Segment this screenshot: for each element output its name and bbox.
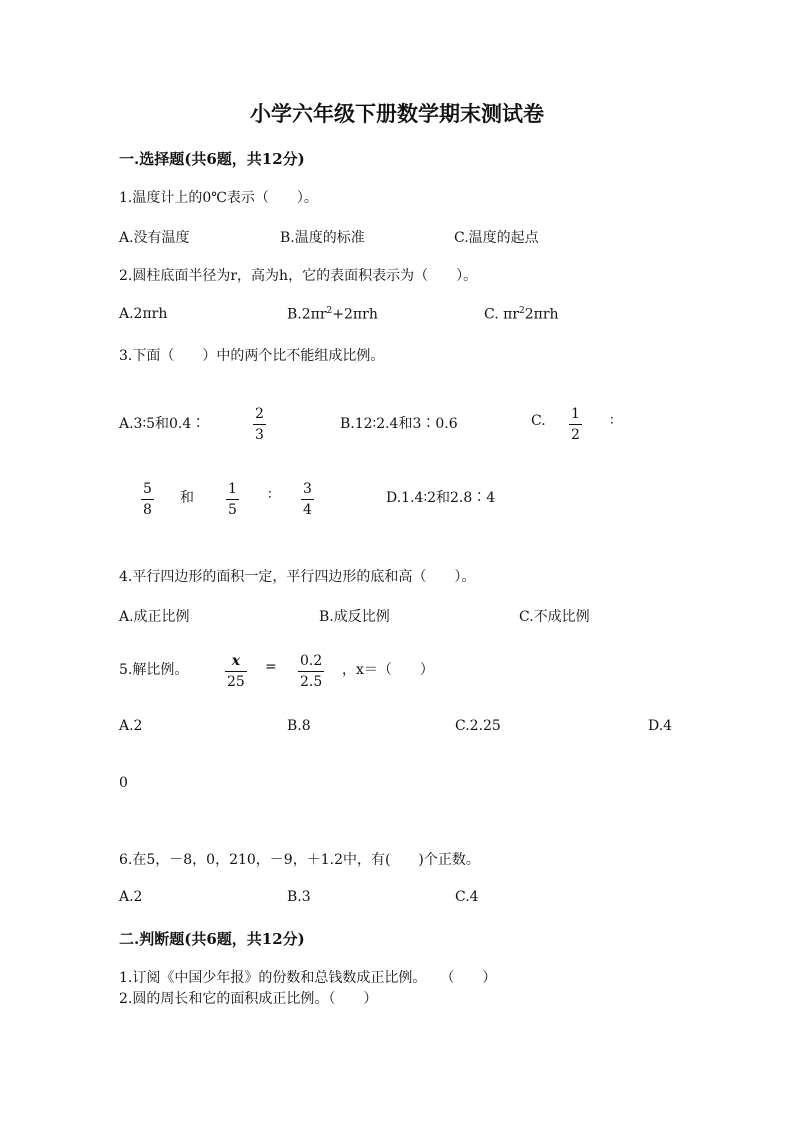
question-1-option-b: B.温度的标准 (280, 230, 365, 246)
fraction: 2 3 (255, 406, 264, 443)
question-6-option-c: C.4 (455, 889, 479, 905)
question-5-option-a: A.2 (119, 718, 143, 734)
fraction: 5 8 (143, 481, 152, 518)
section-heading-judgement: 二.判断题(共6题，共12分) (119, 930, 305, 948)
question-2-option-b: $B.2\pi r^2+2\pi rh$ (287, 306, 378, 323)
fraction: 0.2 2.5 (300, 653, 323, 690)
question-3-option-b: B.12∶2.4和3∶0.6 (340, 416, 458, 432)
ratio-colon: ∶ (610, 413, 614, 429)
judgement-2: 2.圆的周长和它的面积成正比例。（ ） (119, 991, 378, 1007)
question-2-stem: 2.圆柱底面半径为r，高为h，它的表面积表示为（ ）。 (119, 268, 478, 284)
equals-sign: = (265, 659, 277, 675)
question-5-option-d: D.4 (648, 718, 673, 734)
question-6-option-b: B.3 (287, 889, 311, 905)
page-title: 小学六年级下册数学期末测试卷 (250, 101, 544, 126)
question-5-option-b: B.8 (287, 718, 311, 734)
question-3-option-d: D.1.4∶2和2.8∶4 (386, 490, 496, 506)
question-4-option-b: B.成反比例 (319, 609, 390, 625)
question-5-answer-blank: ，x＝（ ） (342, 662, 434, 678)
question-4-option-c: C.不成比例 (519, 609, 590, 625)
question-3-option-a-text: A.3∶5和0.4∶ (119, 416, 206, 432)
question-1-option-a: A.没有温度 (119, 230, 190, 246)
question-2-option-a: A.2πrh (119, 306, 168, 322)
question-4-option-a: A.成正比例 (119, 609, 190, 625)
section-heading-choice: 一.选择题(共6题，共12分) (119, 150, 305, 168)
question-2-option-c: C. $\pi r^22\pi rh$ (484, 306, 559, 323)
question-1-stem: 1.温度计上的0℃表示（ ）。 (119, 190, 318, 206)
question-1-option-c: C.温度的起点 (454, 230, 539, 246)
question-5-option-d-wrap: 0 (119, 775, 128, 791)
judgement-1: 1.订阅《中国少年报》的份数和总钱数成正比例。 （ ） (119, 970, 497, 986)
word-he: 和 (180, 490, 194, 506)
question-3-option-c-label: C. (531, 413, 546, 429)
fraction: x 25 (227, 653, 245, 690)
fraction: 1 5 (228, 481, 237, 518)
ratio-colon: ∶ (268, 487, 272, 503)
question-6-option-a: A.2 (119, 889, 143, 905)
question-4-stem: 4.平行四边形的面积一定，平行四边形的底和高（ ）。 (119, 569, 476, 585)
question-6-stem: 6.在5，－8，0，210，－9，＋1.2中，有( )个正数。 (119, 852, 480, 868)
fraction: 1 2 (571, 406, 580, 443)
question-3-stem: 3.下面（ ）中的两个比不能组成比例。 (119, 348, 385, 364)
question-5-option-c: C.2.25 (455, 718, 501, 734)
question-5-stem: 5.解比例。 (119, 662, 189, 678)
fraction: 3 4 (303, 481, 312, 518)
